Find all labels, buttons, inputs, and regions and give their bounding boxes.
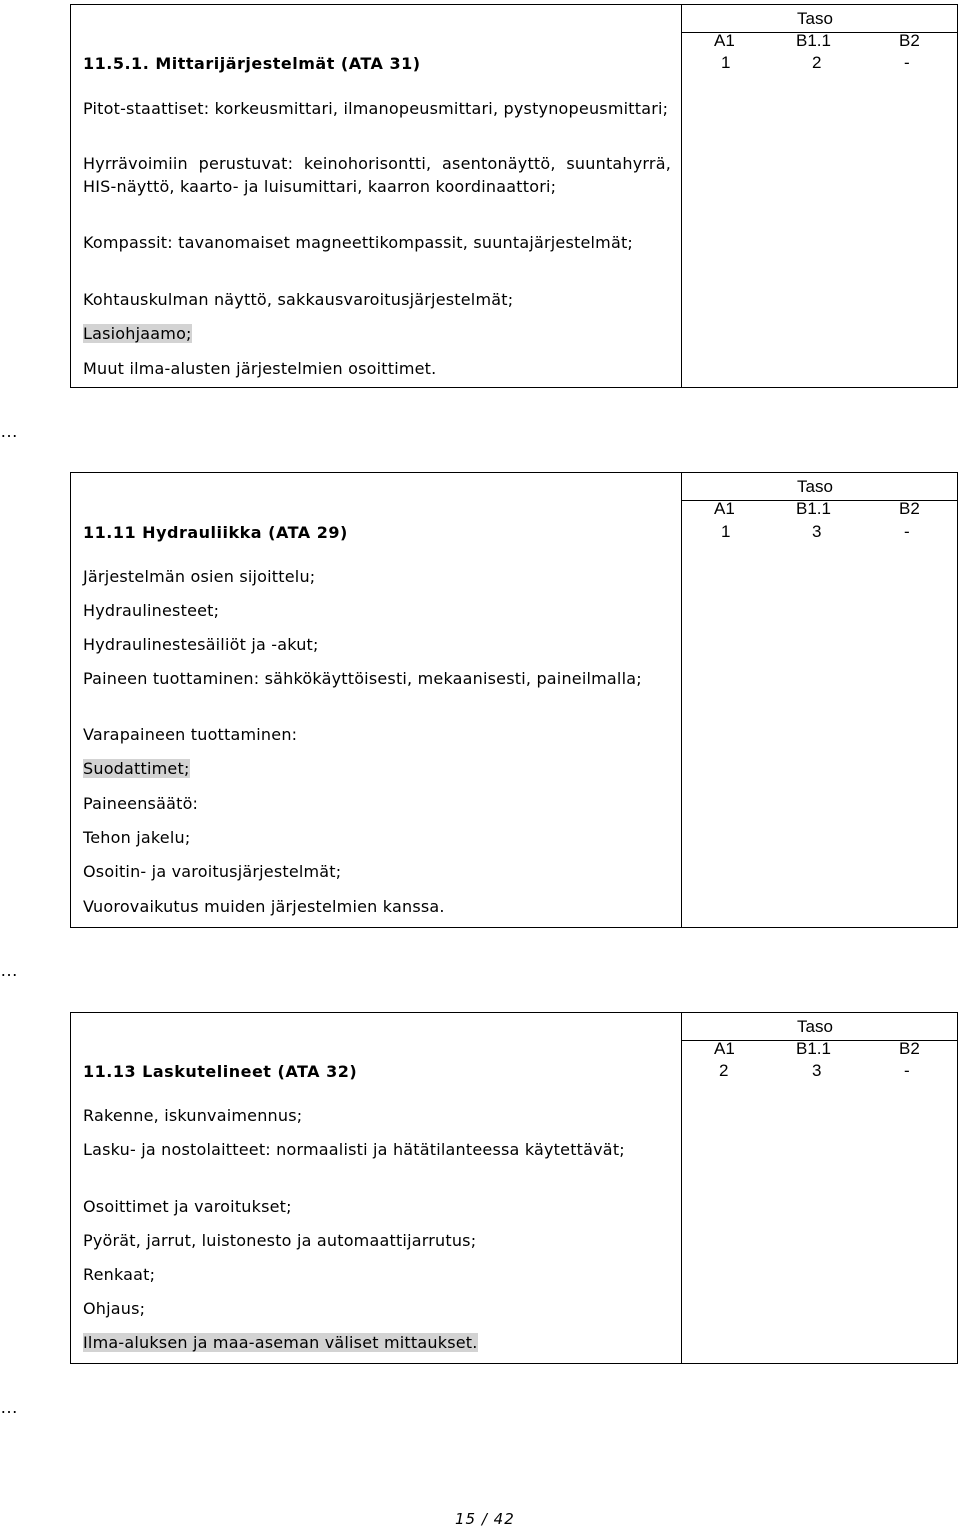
highlighted-text: Suodattimet; [83, 759, 190, 778]
level-value-b11: 2 [812, 53, 822, 72]
list-item: Kompassit: tavanomaiset magneettikompassit, suuntajärjestelmät; [83, 233, 634, 252]
level-header-b11: B1.1 [796, 499, 831, 518]
list-item: Varapaineen tuottaminen: [83, 725, 298, 744]
column-divider [681, 5, 682, 387]
list-item: Ohjaus; [83, 1299, 146, 1318]
list-item: Osoitin- ja varoitusjärjestelmät; [83, 862, 342, 881]
section-laskutelineet [70, 1012, 958, 1364]
list-item: Pyörät, jarrut, luistonesto ja automaattijarrutus; [83, 1231, 477, 1250]
list-item: Rakenne, iskunvaimennus; [83, 1106, 303, 1125]
list-item-highlighted [83, 757, 671, 780]
level-value-b11: 3 [812, 522, 822, 541]
taso-label: Taso [797, 477, 833, 496]
level-header-b11: B1.1 [796, 31, 831, 50]
list-item: Hyrrävoimiin perustuvat: keinohorisontti, asentonäyttö, suuntahyrrä, HIS-näyttö, kaarto- ja luisumittari, kaarron koordinaattori; [83, 154, 671, 196]
level-value-b2: - [904, 1061, 910, 1080]
list-item-highlighted [83, 322, 671, 345]
level-header-b2: B2 [899, 1039, 920, 1058]
section-title: 11.11 Hydrauliikka (ATA 29) [83, 523, 348, 542]
highlighted-text: Lasiohjaamo; [83, 324, 192, 343]
column-divider [681, 473, 682, 927]
list-item: Tehon jakelu; [83, 828, 191, 847]
taso-label: Taso [797, 9, 833, 28]
level-header-a1: A1 [714, 31, 735, 50]
omission-ellipsis: … [0, 1397, 18, 1417]
level-value-a1: 2 [719, 1061, 729, 1080]
list-item: Pitot-staattiset: korkeusmittari, ilmanopeusmittari, pystynopeusmittari; [83, 99, 669, 118]
level-value-b11: 3 [812, 1061, 822, 1080]
list-item: Renkaat; [83, 1265, 156, 1284]
taso-label: Taso [797, 1017, 833, 1036]
level-header-a1: A1 [714, 499, 735, 518]
level-value-b2: - [904, 522, 910, 541]
list-item: Osoittimet ja varoitukset; [83, 1197, 292, 1216]
level-header-b2: B2 [899, 31, 920, 50]
level-header-b11: B1.1 [796, 1039, 831, 1058]
list-item-highlighted [83, 1331, 671, 1354]
level-header-b2: B2 [899, 499, 920, 518]
page-number: 15 / 42 [455, 1510, 515, 1528]
list-item: Järjestelmän osien sijoittelu; [83, 567, 316, 586]
highlighted-text: Ilma-aluksen ja maa-aseman väliset mittaukset. [83, 1333, 478, 1352]
list-item: Muut ilma-alusten järjestelmien osoittimet. [83, 359, 437, 378]
level-value-a1: 1 [721, 522, 731, 541]
level-header-a1: A1 [714, 1039, 735, 1058]
section-title: 11.13 Laskutelineet (ATA 32) [83, 1062, 358, 1081]
omission-ellipsis: … [0, 421, 18, 441]
list-item: Hydraulinestesäiliöt ja -akut; [83, 635, 319, 654]
section-title: 11.5.1. Mittarijärjestelmät (ATA 31) [83, 54, 421, 73]
omission-ellipsis: … [0, 960, 18, 980]
section-hydrauliikka [70, 472, 958, 928]
column-divider [681, 1013, 682, 1363]
list-item: Kohtauskulman näyttö, sakkausvaroitusjärjestelmät; [83, 290, 514, 309]
level-value-a1: 1 [721, 53, 731, 72]
list-item: Paineen tuottaminen: sähkökäyttöisesti, mekaanisesti, paineilmalla; [83, 669, 642, 688]
list-item: Lasku- ja nostolaitteet: normaalisti ja hätätilanteessa käytettävät; [83, 1140, 625, 1159]
level-value-b2: - [904, 53, 910, 72]
list-item: Paineensäätö: [83, 794, 199, 813]
list-item: Hydraulinesteet; [83, 601, 220, 620]
list-item: Vuorovaikutus muiden järjestelmien kanssa. [83, 897, 445, 916]
section-mittarijarjestelmat [70, 4, 958, 388]
